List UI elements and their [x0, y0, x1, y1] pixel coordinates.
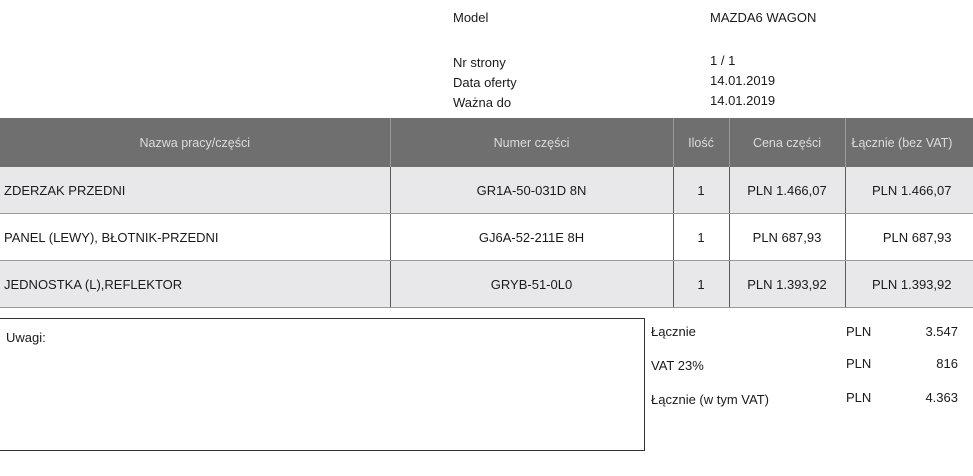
gross-total-value: 4.363: [925, 390, 958, 405]
unit-price-cell: PLN 1.393,92: [729, 261, 845, 308]
line-total-cell: PLN 1.393,92: [845, 261, 973, 308]
part-number-cell: GJ6A-52-211E 8H: [390, 214, 673, 261]
table-row: [0, 261, 973, 308]
vat-currency: PLN: [846, 356, 872, 371]
quantity-cell: 1: [673, 261, 729, 308]
line-total-cell: PLN 1.466,07: [845, 167, 973, 214]
column-header-name: Nazwa pracy/części: [0, 118, 390, 167]
gross-total-currency: PLN: [846, 390, 872, 405]
gross-total-label: Łącznie (w tym VAT): [651, 392, 769, 407]
line-total-cell: PLN 687,93: [845, 214, 973, 261]
offer-date-value: 14.01.2019: [710, 73, 776, 88]
valid-until-value: 14.01.2019: [710, 93, 776, 108]
table-row: [0, 167, 973, 214]
table-header-row: [0, 118, 973, 167]
vat-label: VAT 23%: [651, 358, 704, 373]
column-header-price: Cena części: [729, 118, 845, 167]
column-header-number: Numer części: [390, 118, 673, 167]
offer-date-label: Data oferty: [453, 75, 517, 90]
part-number-cell: GR1A-50-031D 8N: [390, 167, 673, 214]
parts-table: [0, 118, 973, 308]
page-number-label: Nr strony: [453, 55, 506, 70]
net-total-label: Łącznie: [651, 324, 696, 339]
part-number-cell: GRYB-51-0L0: [390, 261, 673, 308]
table-row: [0, 214, 973, 261]
vat-value: 816: [936, 356, 958, 371]
model-label: Model: [453, 10, 489, 25]
column-header-qty: Ilość: [673, 118, 729, 167]
net-total-currency: PLN: [846, 324, 872, 339]
unit-price-cell: PLN 687,93: [729, 214, 845, 261]
valid-until-label: Ważna do: [453, 95, 512, 110]
part-name-cell: PANEL (LEWY), BŁOTNIK-PRZEDNI: [0, 214, 390, 261]
part-name-cell: JEDNOSTKA (L),REFLEKTOR: [0, 261, 390, 308]
net-total-value: 3.547: [925, 324, 958, 339]
quantity-cell: 1: [673, 167, 729, 214]
quantity-cell: 1: [673, 214, 729, 261]
part-name-cell: ZDERZAK PRZEDNI: [0, 167, 390, 214]
model-value: MAZDA6 WAGON: [710, 10, 817, 25]
page-number-value: 1 / 1: [710, 53, 736, 68]
column-header-total: Łącznie (bez VAT): [845, 118, 973, 167]
unit-price-cell: PLN 1.466,07: [729, 167, 845, 214]
notes-box: [0, 318, 645, 451]
notes-label: Uwagi:: [6, 330, 46, 345]
